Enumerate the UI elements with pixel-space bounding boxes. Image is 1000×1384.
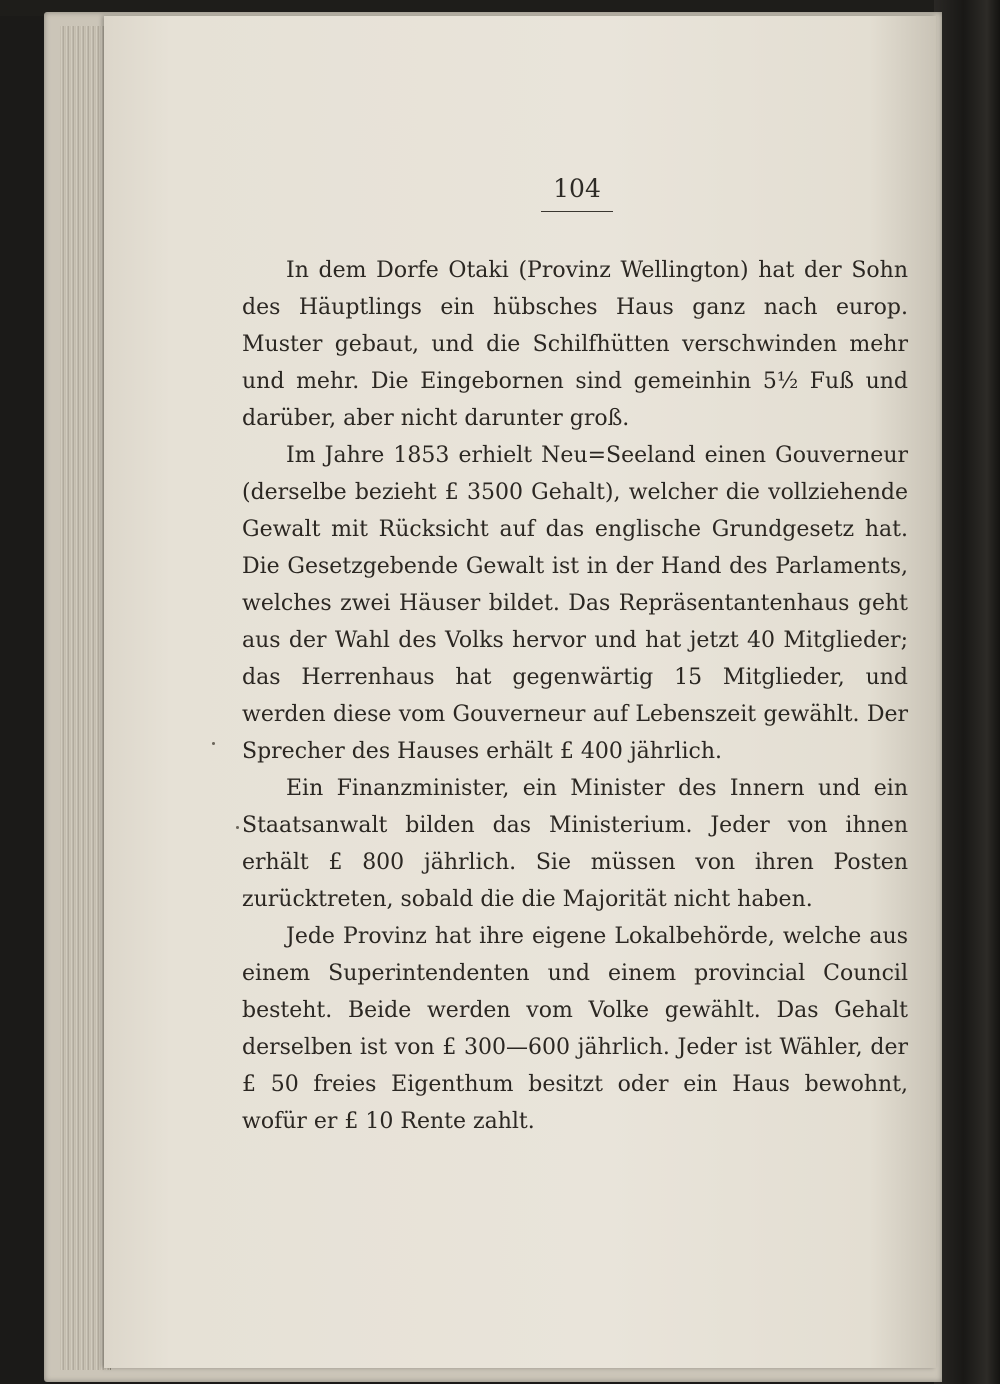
page-number-rule <box>541 211 613 212</box>
paragraph-4: Jede Provinz hat ihre eigene Lokalbehörde, welche aus einem Superintendenten und einem provincial Council besteht. Beide werden vom Volke gewählt. Das Gehalt derselben ist von £ 300—600 jährlich. Jeder ist Wähler, der £ 50 freies Eigenthum besitzt oder ein Haus bewohnt, wofür er £ 10 Rente zahlt. <box>242 924 908 1134</box>
paragraph-1: In dem Dorfe Otaki (Provinz Wellington) hat der Sohn des Häuptlings ein hübsches Haus ganz nach europ. Muster gebaut, und die Schilfhütten verschwinden mehr und mehr. Die Eingebornen sind gemeinhin 5½ Fuß und darüber, aber nicht darunter groß. <box>242 258 908 431</box>
page-body <box>242 252 908 1140</box>
page-number: 104 <box>553 174 601 203</box>
book-binding-right <box>934 0 1000 1384</box>
paper-speck <box>212 742 215 745</box>
paragraph-3: Ein Finanzminister, ein Minister des Innern und ein Staatsanwalt bilden das Ministerium. Jeder von ihnen erhält £ 800 jährlich. Sie müssen von ihren Posten zurücktreten, sobald die die Majorität nicht haben. <box>242 776 908 912</box>
paragraph-2: Im Jahre 1853 erhielt Neu=Seeland einen Gouverneur (derselbe bezieht £ 3500 Gehalt), welcher die vollziehende Gewalt mit Rücksicht auf das englische Grundgesetz hat. Die Gesetzgebende Gewalt ist in der Hand des Parlaments, welches zwei Häuser bildet. Das Repräsentantenhaus geht aus der Wahl des Volks hervor und hat jetzt 40 Mitglieder; das Herrenhaus hat gegenwärtig 15 Mitglieder, und werden diese vom Gouverneur auf Lebenszeit gewählt. Der Sprecher des Hauses erhält £ 400 jährlich. <box>242 443 908 764</box>
paper-speck <box>236 826 239 829</box>
